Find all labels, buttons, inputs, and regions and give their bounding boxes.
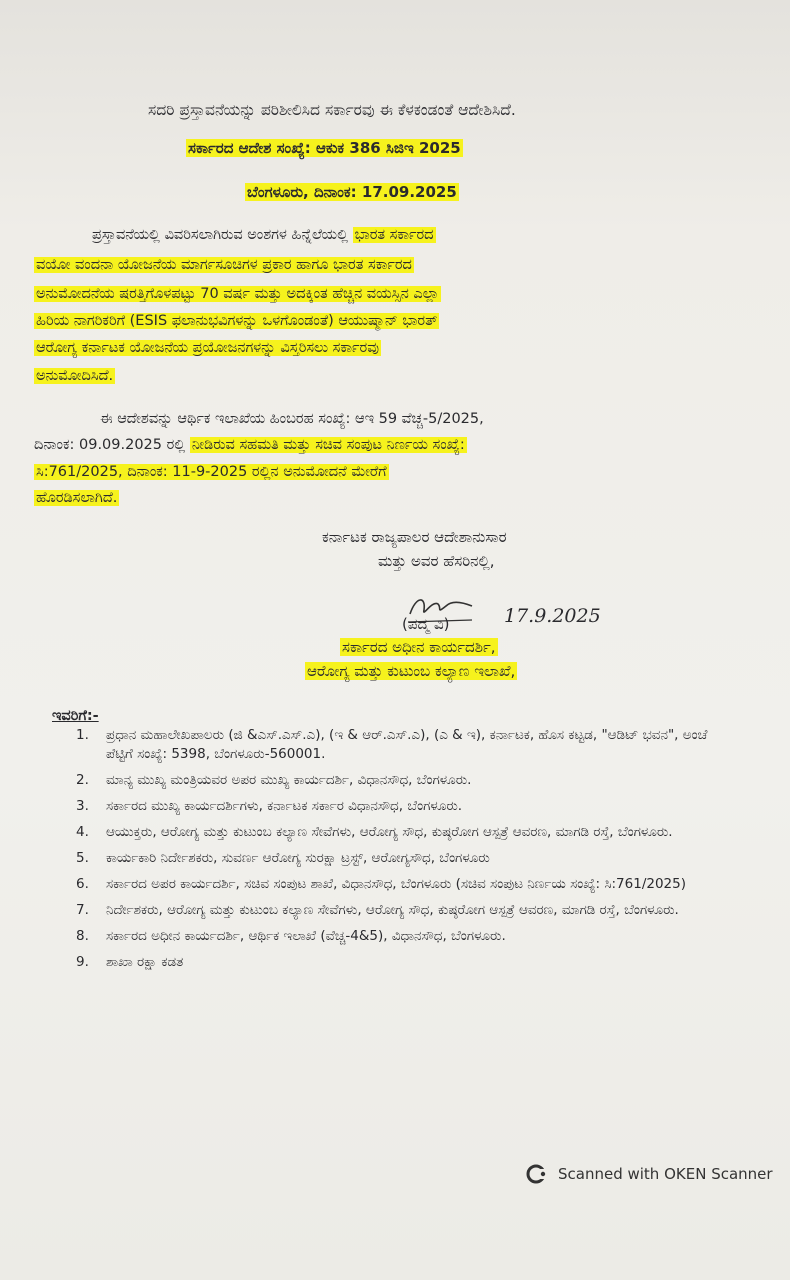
highlighted-span: ಸಿ:761/2025, ದಿನಾಂಕ: 11-9-2025 ರಲ್ಲಿನ ಅನುಮೋದನೆ ಮೇರೆಗೆ bbox=[36, 464, 387, 480]
place-date: ಬೆಂಗಳೂರು, ದಿನಾಂಕ: 17.09.2025 bbox=[247, 183, 457, 201]
list-item bbox=[76, 823, 716, 842]
oken-logo-icon bbox=[526, 1163, 548, 1185]
order-number: ಸರ್ಕಾರದ ಆದೇಶ ಸಂಖ್ಯೆ: ಆಕುಕ 386 ಸಿಜಿಇ 2025 bbox=[188, 139, 461, 157]
para1-line bbox=[34, 255, 414, 275]
list-item-text: ಸರ್ಕಾರದ ಅಧೀನ ಕಾರ್ಯದರ್ಶಿ, ಆರ್ಥಿಕ ಇಲಾಖೆ (ವೆಚ್ಚ-4&5), ವಿಧಾನಸೌಧ, ಬೆಂಗಳೂರು. bbox=[106, 928, 506, 944]
para1-line bbox=[34, 366, 115, 386]
authority-line: ಕರ್ನಾಟಕ ರಾಜ್ಯಪಾಲರ ಆದೇಶಾನುಸಾರ bbox=[322, 528, 507, 546]
highlighted-span: ವಯೋ ವಂದನಾ ಯೋಜನೆಯ ಮಾರ್ಗಸೂಚಿಗಳ ಪ್ರಕಾರ ಹಾಗೂ ಭಾರತ ಸರ್ಕಾರದ bbox=[36, 257, 412, 273]
list-item bbox=[76, 726, 716, 764]
text-span: ಪ್ರಸ್ತಾವನೆಯಲ್ಲಿ ವಿವರಿಸಲಾಗಿರುವ ಅಂಶಗಳ ಹಿನ್ನೆಲೆಯಲ್ಲಿ bbox=[92, 227, 353, 243]
list-item-number: 2. bbox=[76, 772, 89, 788]
list-item-text: ಶಾಖಾ ರಕ್ಷಾ ಕಡತ bbox=[106, 954, 184, 970]
highlighted-span: ನೀಡಿರುವ ಸಹಮತಿ ಮತ್ತು ಸಚಿವ ಸಂಪುಟ ನಿರ್ಣಯ ಸಂಖ್ಯೆ: bbox=[191, 437, 465, 453]
list-item-number: 6. bbox=[76, 876, 89, 892]
list-item-number: 7. bbox=[76, 902, 89, 918]
list-item-text: ಪ್ರಧಾನ ಮಹಾಲೇಖಪಾಲರು (ಜಿ &ಎಸ್.ಎಸ್.ಎ), (ಇ & ಆರ್.ಎಸ್.ಎ), (ಎ & ಇ), ಕರ್ನಾಟಕ, ಹೊಸ ಕಟ್ಟಡ, "ಆಡಿಟ್ ಭವನ", ಅಂಚೆ ಪೆಟ್ಟಿಗೆ ಸಂಖ್ಯೆ: 5398, ಬೆಂಗಳೂರು-560001. bbox=[106, 727, 708, 762]
designation: ಸರ್ಕಾರದ ಅಧೀನ ಕಾರ್ಯದರ್ಶಿ, bbox=[342, 638, 496, 656]
para1-line bbox=[34, 338, 381, 358]
list-item-text: ನಿರ್ದೇಶಕರು, ಆರೋಗ್ಯ ಮತ್ತು ಕುಟುಂಬ ಕಲ್ಯಾಣ ಸೇವೆಗಳು, ಆರೋಗ್ಯ ಸೌಧ, ಕುಷ್ಠರೋಗ ಆಸ್ಪತ್ರೆ ಆವರಣ, ಮಾಗಡಿ ರಸ್ತೆ, ಬೆಂಗಳೂರು. bbox=[106, 902, 679, 918]
list-item bbox=[76, 875, 716, 894]
para2-line bbox=[34, 462, 389, 482]
highlighted-span: ಅನುಮೋದನೆಯ ಷರತ್ತಿಗೊಳಪಟ್ಟು 70 ವರ್ಷ ಮತ್ತು ಅದಕ್ಕಿಂತ ಹೆಚ್ಚಿನ ವಯಸ್ಸಿನ ಎಲ್ಲಾ bbox=[36, 286, 439, 302]
para2-line bbox=[34, 488, 119, 508]
intro-text: ಸದರಿ ಪ್ರಸ್ತಾವನೆಯನ್ನು ಪರಿಶೀಲಿಸಿದ ಸರ್ಕಾರವು ಈ ಕೆಳಕಂಡಂತೆ ಆದೇಶಿಸಿದೆ. bbox=[148, 101, 516, 119]
recipients-heading: ಇವರಿಗೆ:- bbox=[52, 708, 99, 724]
list-item bbox=[76, 797, 716, 816]
list-item-number: 5. bbox=[76, 850, 89, 866]
list-item-number: 1. bbox=[76, 727, 89, 743]
list-item-text: ಸರ್ಕಾರದ ಅಪರ ಕಾರ್ಯದರ್ಶಿ, ಸಚಿವ ಸಂಪುಟ ಶಾಖೆ, ವಿಧಾನಸೌಧ, ಬೆಂಗಳೂರು (ಸಚಿವ ಸಂಪುಟ ನಿರ್ಣಯ ಸಂಖ್ಯೆ: ಸಿ:761/2025) bbox=[106, 876, 686, 892]
list-item-text: ಆಯುಕ್ತರು, ಆರೋಗ್ಯ ಮತ್ತು ಕುಟುಂಬ ಕಲ್ಯಾಣ ಸೇವೆಗಳು, ಆರೋಗ್ಯ ಸೌಧ, ಕುಷ್ಠರೋಗ ಆಸ್ಪತ್ರೆ ಆವರಣ, ಮಾಗಡಿ ರಸ್ತೆ, ಬೆಂಗಳೂರು. bbox=[106, 824, 673, 840]
para1-line bbox=[34, 311, 439, 331]
list-item-number: 9. bbox=[76, 954, 89, 970]
signature-name: (ಪದ್ಮ ವಿ) bbox=[402, 615, 450, 633]
highlighted-span: ಹೊರಡಿಸಲಾಗಿದೆ. bbox=[36, 490, 118, 506]
list-item-number: 3. bbox=[76, 798, 89, 814]
list-item-text: ಸರ್ಕಾರದ ಮುಖ್ಯ ಕಾರ್ಯದರ್ಶಿಗಳು, ಕರ್ನಾಟಕ ಸರ್ಕಾರ ವಿಧಾನಸೌಧ, ಬೆಂಗಳೂರು. bbox=[106, 798, 463, 814]
authority-line-2: ಮತ್ತು ಅವರ ಹೆಸರಿನಲ್ಲಿ, bbox=[378, 552, 495, 570]
signature-date: 17.9.2025 bbox=[504, 605, 601, 627]
text-span: ಈ ಆದೇಶವನ್ನು ಆರ್ಥಿಕ ಇಲಾಖೆಯ ಹಿಂಬರಹ ಸಂಖ್ಯೆ: ಆಇ 59 ವೆಚ್ಚ-5/2025, bbox=[100, 411, 484, 427]
scanner-watermark bbox=[526, 1163, 773, 1185]
highlighted-span: ಆರೋಗ್ಯ ಕರ್ನಾಟಕ ಯೋಜನೆಯ ಪ್ರಯೋಜನಗಳನ್ನು ವಿಸ್ತರಿಸಲು ಸರ್ಕಾರವು bbox=[36, 340, 380, 356]
list-item bbox=[76, 953, 716, 972]
para1-line bbox=[92, 225, 436, 245]
list-item bbox=[76, 901, 716, 920]
list-item bbox=[76, 771, 716, 790]
para2-line bbox=[34, 435, 467, 455]
list-item bbox=[76, 927, 716, 946]
scanner-text: Scanned with OKEN Scanner bbox=[558, 1165, 773, 1183]
department: ಆರೋಗ್ಯ ಮತ್ತು ಕುಟುಂಬ ಕಲ್ಯಾಣ ಇಲಾಖೆ, bbox=[307, 662, 516, 680]
highlighted-span: ಅನುಮೋದಿಸಿದೆ. bbox=[36, 368, 114, 384]
list-item-text: ಕಾರ್ಯಕಾರಿ ನಿರ್ದೇಶಕರು, ಸುವರ್ಣ ಆರೋಗ್ಯ ಸುರಕ್ಷಾ ಟ್ರಸ್ಟ್, ಆರೋಗ್ಯಸೌಧ, ಬೆಂಗಳೂರು bbox=[106, 850, 490, 866]
para2-line bbox=[100, 409, 484, 429]
text-span: ದಿನಾಂಕ: 09.09.2025 ರಲ್ಲಿ bbox=[34, 437, 190, 453]
recipients-list bbox=[76, 726, 716, 979]
list-item-number: 4. bbox=[76, 824, 89, 840]
highlighted-span: ಹಿರಿಯ ನಾಗರಿಕರಿಗೆ (ESIS ಫಲಾನುಭವಿಗಳನ್ನು ಒಳಗೊಂಡಂತೆ) ಆಯುಷ್ಮಾನ್ ಭಾರತ್ bbox=[36, 313, 438, 329]
para1-line bbox=[34, 284, 441, 304]
list-item-number: 8. bbox=[76, 928, 89, 944]
highlighted-span: ಭಾರತ ಸರ್ಕಾರದ bbox=[354, 227, 434, 243]
list-item bbox=[76, 849, 716, 868]
list-item-text: ಮಾನ್ಯ ಮುಖ್ಯ ಮಂತ್ರಿಯವರ ಅಪರ ಮುಖ್ಯ ಕಾರ್ಯದರ್ಶಿ, ವಿಧಾನಸೌಧ, ಬೆಂಗಳೂರು. bbox=[106, 772, 472, 788]
